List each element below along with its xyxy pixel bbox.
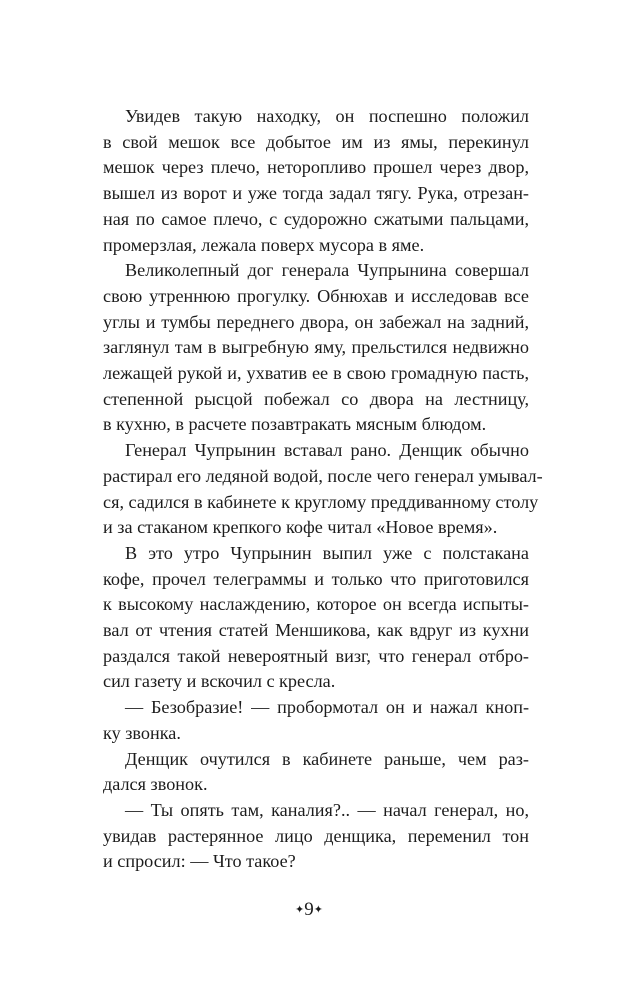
page-body-text: [103, 104, 543, 875]
ornament-left-icon: ✦: [295, 904, 305, 916]
text-line: кофе, прочел телеграммы и только что приготовился: [103, 568, 529, 589]
text-line: — Ты опять там, каналия?.. — начал генерал, но,: [125, 799, 529, 820]
text-line: Великолепный дог генерала Чупрынина совершал: [125, 260, 529, 281]
text-line: ная по самое плечо, с судорожно сжатыми пальцами,: [103, 208, 529, 229]
page-number: 9: [304, 899, 314, 920]
text-line: и за стаканом крепкого кофе читал «Новое время».: [103, 517, 498, 538]
text-line: заглянул там в выгребную яму, прельстился недвижно: [103, 337, 529, 358]
paragraph: [103, 258, 529, 438]
text-line: мешок через плечо, неторопливо прошел через двор,: [103, 157, 529, 178]
text-line: степенной рысцой побежал со двора на лестницу,: [103, 388, 529, 409]
text-line: углы и тумбы переднего двора, он забежал на задний,: [103, 311, 529, 332]
paragraph: [103, 798, 529, 875]
text-line: Генерал Чупрынин вставал рано. Денщик обычно: [125, 440, 529, 461]
text-line: раздался такой невероятный визг, что генерал отбро-: [103, 645, 529, 666]
text-line: — Безобразие! — пробормотал он и нажал кноп-: [125, 697, 529, 718]
paragraph: [103, 695, 529, 746]
text-line: увидав растерянное лицо денщика, переменил тон: [103, 825, 529, 846]
text-line: лежащей рукой и, ухватив ее в свою громадную пасть,: [103, 363, 529, 384]
text-line: ся, садился в кабинете к круглому преддиванному столу: [103, 491, 539, 512]
paragraph: [103, 104, 529, 258]
text-line: в свой мешок все добытое им из ямы, перекинул: [103, 131, 529, 152]
text-line: В это утро Чупрынин выпил уже с полстакана: [125, 542, 529, 563]
text-line: вышел из ворот и уже тогда задал тягу. Рука, отрезан-: [103, 183, 529, 204]
text-line: растирал его ледяной водой, после чего генерал умывал-: [103, 465, 543, 486]
text-line: вал от чтения статей Меншикова, как вдруг из кухни: [103, 620, 529, 641]
text-line: свою утреннюю прогулку. Обнюхав и исследовав все: [103, 285, 529, 306]
text-line: ку звонка.: [103, 722, 181, 743]
text-line: к высокому наслаждению, которое он всегда испыты-: [103, 594, 529, 615]
text-line: Увидев такую находку, он поспешно положил: [125, 106, 529, 126]
text-line: промерзлая, лежала поверх мусора в яме.: [103, 234, 425, 255]
paragraph: [103, 541, 529, 695]
text-line: дался звонок.: [103, 774, 208, 795]
page-footer: [0, 899, 618, 921]
paragraph: [103, 438, 543, 541]
text-line: в кухню, в расчете позавтракать мясным блюдом.: [103, 414, 487, 435]
ornament-right-icon: ✦: [313, 904, 323, 916]
text-line: и спросил: — Что такое?: [103, 851, 296, 872]
text-line: сил газету и вскочил с кресла.: [103, 671, 336, 692]
paragraph: [103, 747, 529, 798]
text-line: Денщик очутился в кабинете раньше, чем раз-: [125, 748, 529, 769]
